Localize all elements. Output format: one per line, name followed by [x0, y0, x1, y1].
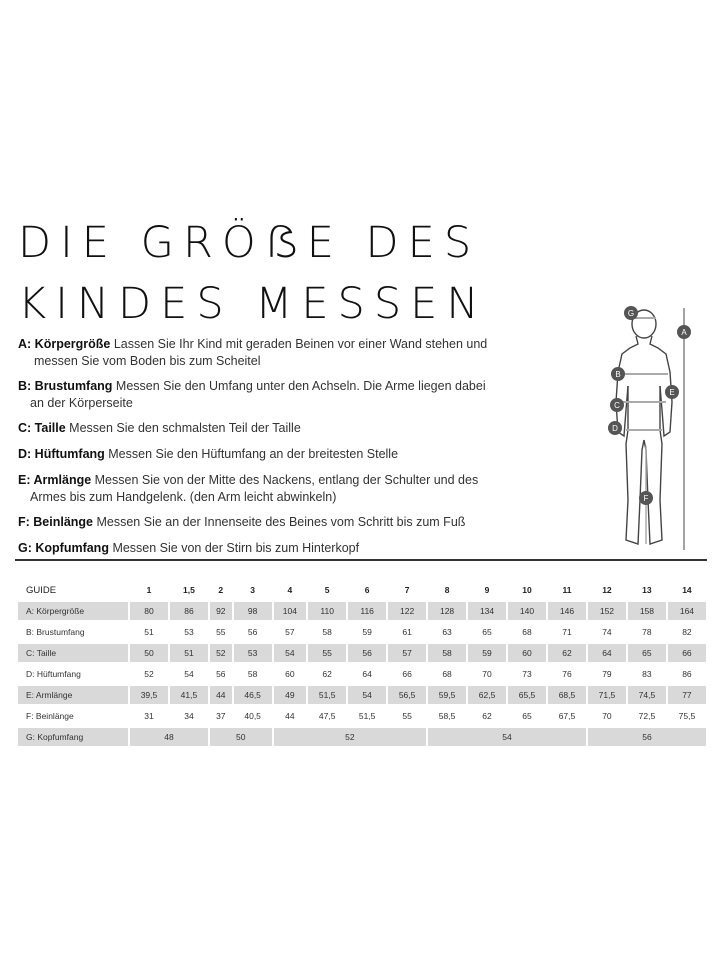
table-cell: 78	[628, 623, 666, 641]
table-cell: 68	[428, 665, 466, 683]
table-cell: 60	[508, 644, 546, 662]
instruction-label: F: Beinlänge	[18, 515, 94, 529]
table-cell: 51,5	[348, 707, 386, 725]
table-cell: 158	[628, 602, 666, 620]
table-cell: 62	[548, 644, 586, 662]
instruction-text: Messen Sie den Umfang unter den Achseln. Die Arme liegen dabei	[112, 379, 486, 393]
table-cell: 146	[548, 602, 586, 620]
table-cell: 54	[274, 644, 307, 662]
size-header: 14	[682, 585, 692, 595]
table-cell: 55	[210, 623, 232, 641]
table-cell: 62	[468, 707, 506, 725]
table-cell: 56	[210, 665, 232, 683]
size-header-row	[18, 581, 706, 599]
marker-c: C	[614, 401, 620, 410]
instruction-text: Messen Sie den Hüftumfang an der breitesten Stelle	[104, 447, 399, 461]
table-cell: 77	[668, 686, 706, 704]
table-cell: 49	[274, 686, 307, 704]
marker-g: G	[627, 309, 635, 318]
table-cell: 55	[388, 707, 426, 725]
table-cell: 74,5	[628, 686, 666, 704]
table-row-head-circumference	[18, 728, 706, 746]
table-cell: 48	[130, 728, 208, 746]
table-cell: 59	[468, 644, 506, 662]
table-cell: 65,5	[508, 686, 546, 704]
table-cell: 86	[170, 602, 208, 620]
table-cell: 40,5	[234, 707, 272, 725]
instruction-label: E: Armlänge	[18, 473, 92, 487]
table-cell: 65	[628, 644, 666, 662]
instruction-text: Messen Sie von der Stirn bis zum Hinterkopf	[108, 541, 360, 555]
table-cell: 58	[234, 665, 272, 683]
marker-f: F	[643, 494, 649, 503]
instruction-label: D: Hüftumfang	[18, 447, 105, 461]
size-header: 12	[602, 585, 612, 595]
table-cell: 54	[348, 686, 386, 704]
instruction-text: Messen Sie an der Innenseite des Beines vom Schritt bis zum Fuß	[93, 515, 466, 529]
table-cell: 50	[210, 728, 272, 746]
table-cell: 56,5	[388, 686, 426, 704]
row-label: E: Armlänge	[18, 686, 128, 704]
instruction-e	[18, 472, 488, 505]
table-row	[18, 602, 706, 620]
marker-a: A	[681, 328, 687, 337]
table-cell: 59,5	[428, 686, 466, 704]
table-cell: 63	[428, 623, 466, 641]
table-cell: 56	[348, 644, 386, 662]
table-cell: 50	[130, 644, 168, 662]
table-cell: 73	[508, 665, 546, 683]
table-cell: 53	[170, 623, 208, 641]
table-cell: 65	[508, 707, 546, 725]
row-label: D: Hüftumfang	[18, 665, 128, 683]
table-row	[18, 686, 706, 704]
table-cell: 75,5	[668, 707, 706, 725]
table-cell: 52	[130, 665, 168, 683]
instruction-text: Lassen Sie Ihr Kind mit geraden Beinen vor einer Wand stehen und	[110, 337, 488, 351]
table-cell: 66	[388, 665, 426, 683]
size-header: 8	[444, 585, 450, 595]
table-cell: 79	[588, 665, 626, 683]
table-cell: 37	[210, 707, 232, 725]
table-cell: 52	[210, 644, 232, 662]
table-cell: 98	[234, 602, 272, 620]
size-header: 6	[364, 585, 370, 595]
table-cell: 56	[588, 728, 706, 746]
table-cell: 44	[274, 707, 307, 725]
table-row	[18, 644, 706, 662]
size-header: 10	[522, 585, 532, 595]
table-cell: 34	[170, 707, 208, 725]
instruction-b	[18, 378, 488, 411]
instruction-label: G: Kopfumfang	[18, 541, 109, 555]
marker-b: B	[615, 370, 621, 379]
table-cell: 140	[508, 602, 546, 620]
table-cell: 128	[428, 602, 466, 620]
table-cell: 46,5	[234, 686, 272, 704]
size-header: 9	[484, 585, 490, 595]
table-cell: 72,5	[628, 707, 666, 725]
size-header: 2	[218, 585, 224, 595]
table-cell: 65	[468, 623, 506, 641]
table-cell: 62,5	[468, 686, 506, 704]
table-cell: 70	[468, 665, 506, 683]
table-cell: 116	[348, 602, 386, 620]
size-header: 13	[642, 585, 652, 595]
table-cell: 57	[274, 623, 307, 641]
table-cell: 83	[628, 665, 666, 683]
child-outline	[616, 310, 675, 544]
table-cell: 86	[668, 665, 706, 683]
table-cell: 58	[308, 623, 346, 641]
table-cell: 152	[588, 602, 626, 620]
instruction-c	[18, 420, 488, 437]
instruction-text: Messen Sie den schmalsten Teil der Taille	[65, 421, 301, 435]
instruction-continuation: an der Körperseite	[30, 395, 133, 410]
table-cell: 71	[548, 623, 586, 641]
table-cell: 92	[210, 602, 232, 620]
marker-e: E	[669, 388, 675, 397]
table-cell: 39,5	[130, 686, 168, 704]
row-label: A: Körpergröße	[18, 602, 128, 620]
title-line-1: DIE GRÖẞE DES	[18, 218, 481, 268]
instruction-label: C: Taille	[18, 421, 66, 435]
guide-label: GUIDE	[26, 584, 57, 596]
size-header: 4	[287, 585, 293, 595]
instruction-continuation: messen Sie vom Boden bis zum Scheitel	[34, 353, 261, 368]
table-cell: 52	[274, 728, 426, 746]
size-header: 1,5	[183, 585, 195, 595]
instruction-continuation: Armes bis zum Handgelenk. (den Arm leicht abwinkeln)	[30, 489, 337, 504]
table-cell: 55	[308, 644, 346, 662]
table-cell: 76	[548, 665, 586, 683]
table-cell: 82	[668, 623, 706, 641]
table-cell: 71,5	[588, 686, 626, 704]
instruction-label: A: Körpergröße	[18, 337, 111, 351]
table-cell: 44	[210, 686, 232, 704]
instruction-text: Messen Sie von der Mitte des Nackens, entlang der Schulter und des	[91, 473, 479, 487]
table-cell: 64	[348, 665, 386, 683]
table-cell: 64	[588, 644, 626, 662]
table-cell: 74	[588, 623, 626, 641]
table-cell: 68	[508, 623, 546, 641]
size-table	[16, 578, 708, 749]
table-cell: 58,5	[428, 707, 466, 725]
marker-d: D	[612, 424, 618, 433]
table-cell: 41,5	[170, 686, 208, 704]
instruction-f	[18, 514, 488, 531]
table-cell: 60	[274, 665, 307, 683]
size-header: 11	[562, 585, 572, 595]
row-label: C: Taille	[18, 644, 128, 662]
table-cell: 67,5	[548, 707, 586, 725]
size-table-body	[18, 602, 706, 746]
table-cell: 66	[668, 644, 706, 662]
table-cell: 62	[308, 665, 346, 683]
table-cell: 54	[428, 728, 586, 746]
table-cell: 51	[130, 623, 168, 641]
instruction-g	[18, 540, 488, 557]
row-label: B: Brustumfang	[18, 623, 128, 641]
table-cell: 68,5	[548, 686, 586, 704]
size-header: 1	[146, 585, 152, 595]
table-cell: 47,5	[308, 707, 346, 725]
table-cell: 164	[668, 602, 706, 620]
table-cell: 134	[468, 602, 506, 620]
table-cell: 122	[388, 602, 426, 620]
table-cell: 58	[428, 644, 466, 662]
table-cell: 110	[308, 602, 346, 620]
section-divider	[15, 559, 707, 561]
row-label: F: Beinlänge	[18, 707, 128, 725]
instruction-a	[18, 336, 488, 369]
table-cell: 51,5	[308, 686, 346, 704]
table-cell: 59	[348, 623, 386, 641]
table-cell: 104	[274, 602, 307, 620]
instruction-label: B: Brustumfang	[18, 379, 113, 393]
table-cell: 56	[234, 623, 272, 641]
title-line-2: KINDES MESSEN	[18, 279, 488, 329]
instruction-d	[18, 446, 488, 463]
table-row	[18, 665, 706, 683]
table-row	[18, 707, 706, 725]
size-header: 3	[250, 585, 255, 595]
table-cell: 51	[170, 644, 208, 662]
table-cell: 54	[170, 665, 208, 683]
size-header: 5	[324, 585, 330, 595]
child-measurement-figure	[600, 300, 700, 560]
table-cell: 53	[234, 644, 272, 662]
table-cell: 57	[388, 644, 426, 662]
table-cell: 61	[388, 623, 426, 641]
table-cell: 70	[588, 707, 626, 725]
table-row	[18, 623, 706, 641]
table-cell: 31	[130, 707, 168, 725]
size-header: 7	[404, 585, 410, 595]
row-label: G: Kopfumfang	[18, 728, 128, 746]
table-cell: 80	[130, 602, 168, 620]
